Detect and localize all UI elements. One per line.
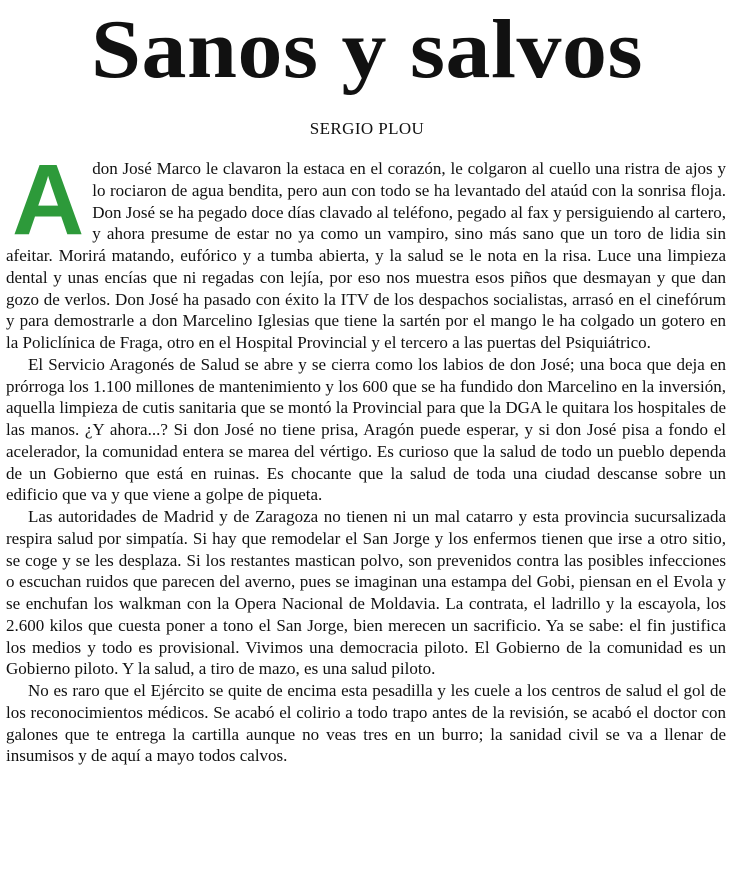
article-paragraph-2: El Servicio Aragonés de Salud se abre y se cierra como los labios de don José; una boca que deja en prórroga los 1.100 millones de mantenimiento y los 600 que se ha fundido don Marcelino en la inversión, aquella limpieza de cutis sanitaria que se montó la Provincial para que la DGA le quitara los hospitales de las manos. ¿Y ahora...? Si don José no tiene prisa, Aragón puede esperar, y si don José pisa a fondo el acelerador, la comunidad entera se marea del vértigo. Es curioso que la salud de todo un pueblo dependa de un Gobierno que está en ruinas. Es chocante que la salud de toda una ciudad descanse sobre un edificio que va y que viene a golpe de piqueta. (6, 354, 726, 505)
article-paragraph-1 (6, 144, 726, 354)
article-paragraph-3: Las autoridades de Madrid y de Zaragoza no tienen ni un mal catarro y esta provincia sucursalizada respira salud por simpatía. Si hay que remodelar el San Jorge y los enfermos tienen que irse a otro sitio, se coge y se les desplaza. Si los restantes mastican polvo, son prevenidos contra las posibles infecciones o escuchan ruidos que parecen del averno, pues se imaginan una estampa del Gobi, piensan en el Evola y se enchufan los walkman con la Opera Nacional de Moldavia. La contrata, el ladrillo y la escayola, los 2.600 kilos que cuesta poner a tono el San Jorge, bien merecen un sacrificio. Ya se sabe: el fin justifica los medios y todo es provisional. Vivimos una democracia piloto. El Gobierno de la comunidad es un Gobierno piloto. Y la salud, a tiro de mazo, es una salud piloto. (6, 507, 726, 679)
drop-cap: A (12, 144, 85, 256)
paragraph-text: don José Marco le clavaron la estaca en el corazón, le colgaron al cuello una ristra de ajos y lo rociaron de agua bendita, pero aun con todo se ha levantado del ataúd con la sonrisa floja. Don José se ha pegado doce días clavado al teléfono, pegado al fax y persiguiendo al cartero, y ahora presume de estar no ya como un vampiro, sino más sano que un toro de lidia sin afeitar. Morirá matando, eufórico y a tumba abierta, y la salud se le nota en la risa. Luce una limpieza dental y unas encías que ni regadas con lejía, por eso nos muestra esos piños que desmayan y que dan gozo de verlos. Don José ha pasado con éxito la ITV de los despachos socialistas, arrasó en el cinefórum y para demostrarle a don Marcelino Iglesias que tiene la sartén por el mango le ha colgado un gotero en la Policlínica de Fraga, otro en el Hospital Provincial y el tercero a las puertas del Psiquiátrico. (6, 159, 726, 352)
byline: SERGIO PLOU (309, 119, 425, 138)
article-body (6, 144, 726, 767)
headline: Sanos y salvos (91, 3, 643, 96)
article-paragraph-4: No es raro que el Ejército se quite de encima esta pesadilla y les cuele a los centros de salud el gol de los reconocimientos médicos. Se acabó el colirio a todo trapo antes de la revisión, se acabó el doctor con galones que te entrega la cartilla aunque no veas tres en un burro; la sanidad civil se va a llenar de insumisos y de aquí a mayo todos calvos. (6, 681, 726, 766)
